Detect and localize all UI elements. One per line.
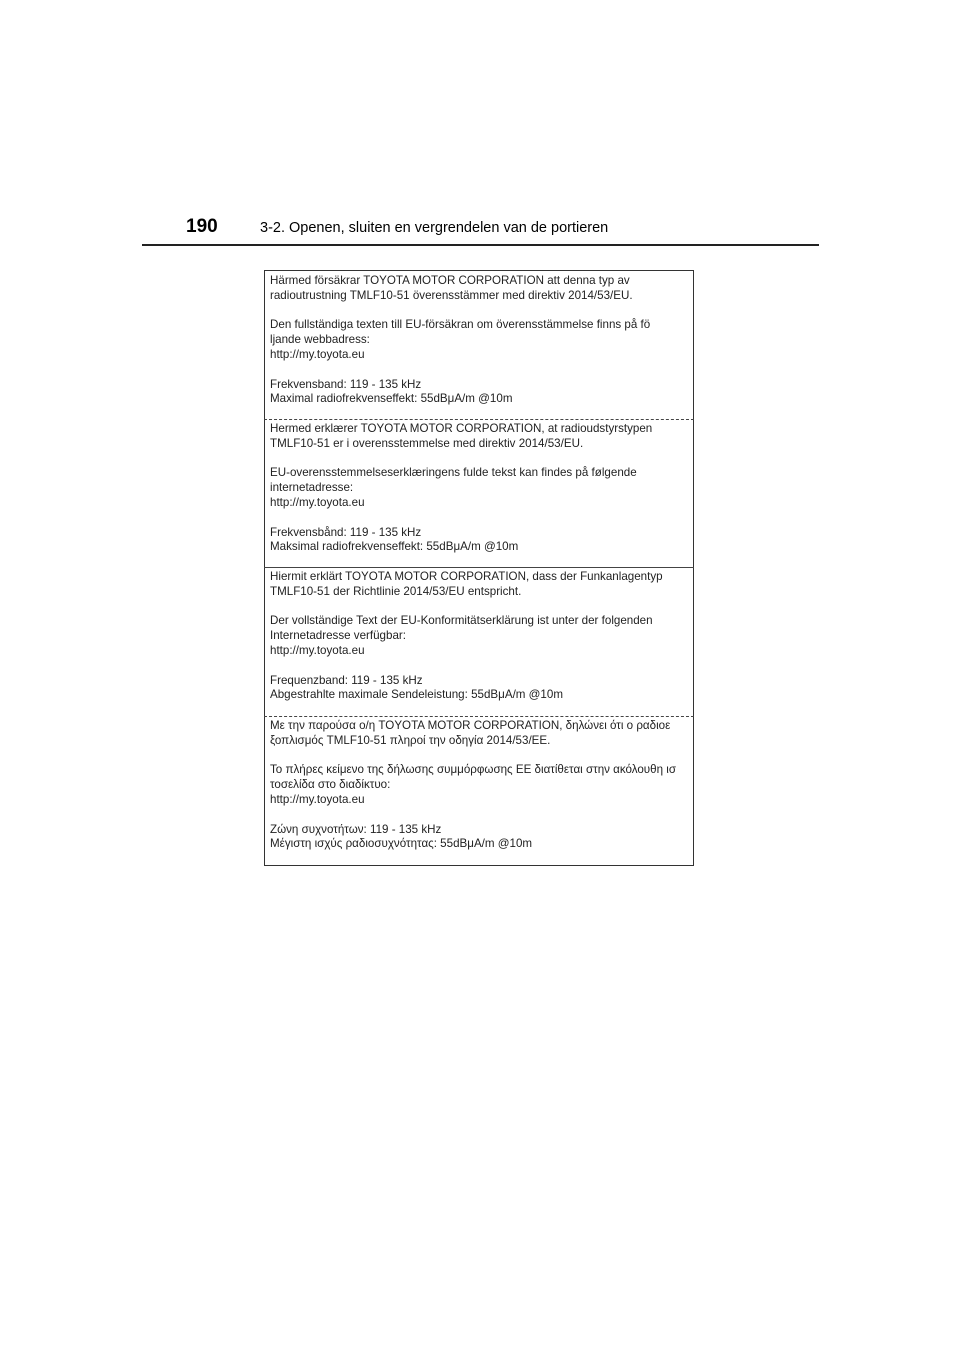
section-divider [264,716,694,717]
spec-line: Maksimal radiofrekvenseffekt: 55dBμA/m @10m [270,540,519,554]
spec-line: Frequenzband: 119 - 135 kHz [270,673,423,687]
declaration-box [264,270,694,866]
spec-line: Ζώνη συχνοτήτων: 119 - 135 kHz [270,822,442,836]
notice-line: Den fullständiga texten till EU-försäkran om överensstämmelse finns på fö [270,318,651,332]
spec-line: Frekvensbånd: 119 - 135 kHz [270,525,422,539]
notice-line: τοσελίδα στο διαδίκτυο: [270,778,391,792]
notice-line: ljande webbadress: [270,333,370,347]
declaration-line: Hiermit erklärt TOYOTA MOTOR CORPORATION, dass der Funkanlagentyp [270,570,663,583]
url-line: http://my.toyota.eu [270,347,365,361]
section-divider [264,567,694,568]
spec-line: Maximal radiofrekvenseffekt: 55dBμA/m @10m [270,392,513,406]
declaration-section-da [265,422,693,555]
notice-line: Το πλήρες κείμενο της δήλωσης συμμόρφωσης ΕΕ διατίθεται στην ακόλουθη ισ [270,763,677,777]
notice-line: Der vollständige Text der EU-Konformitätserklärung ist unter der folgenden [270,614,653,628]
declaration-section-el [265,719,693,852]
declaration-line: TMLF10-51 der Richtlinie 2014/53/EU entspricht. [270,584,522,598]
section-title: 3-2. Openen, sluiten en vergrendelen van de portieren [260,220,609,236]
declaration-line: Härmed försäkrar TOYOTA MOTOR CORPORATION att denna typ av [270,274,630,287]
notice-line: internetadresse: [270,481,354,495]
page-header [186,216,608,246]
spec-line: Frekvensband: 119 - 135 kHz [270,377,422,391]
declaration-section-de [265,570,693,703]
declaration-line: Hermed erklærer TOYOTA MOTOR CORPORATION, at radioudstyrstypen [270,422,653,435]
section-divider [264,419,694,420]
declaration-line: TMLF10-51 er i overensstemmelse med direktiv 2014/53/EU. [270,436,584,450]
declaration-line: radioutrustning TMLF10-51 överensstämmer med direktiv 2014/53/EU. [270,288,633,302]
spec-line: Abgestrahlte maximale Sendeleistung: 55dBμA/m @10m [270,688,563,702]
url-line: http://my.toyota.eu [270,495,365,509]
declaration-line: Με την παρούσα ο/η TOYOTA MOTOR CORPORATION, δηλώνει ότι ο ραδιοε [270,719,671,732]
declaration-section-sv [265,274,693,407]
url-line: http://my.toyota.eu [270,643,365,657]
notice-line: Internetadresse verfügbar: [270,629,406,643]
declaration-line: ξοπλισμός TMLF10-51 πληροί την οδηγία 2014/53/ΕΕ. [270,733,551,747]
spec-line: Μέγιστη ισχύς ραδιοσυχνότητας: 55dBμA/m @10m [270,837,533,851]
page-number: 190 [186,216,218,237]
notice-line: EU-overensstemmelseserklæringens fulde tekst kan findes på følgende [270,466,637,480]
url-line: http://my.toyota.eu [270,792,365,806]
header-rule [142,244,819,246]
